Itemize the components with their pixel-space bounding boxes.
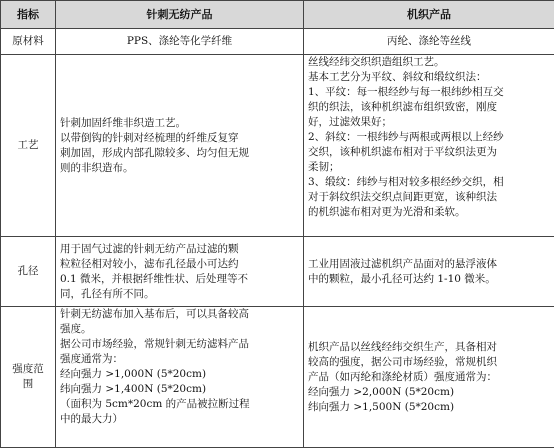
- needle-raw-material: [56, 29, 304, 55]
- text-line: 中的颗粒，最小孔径可达约 1-10 微米。: [308, 272, 550, 287]
- text-line: 纬向强力 >1,500N (5*20cm): [308, 400, 550, 415]
- needle-process: [56, 55, 304, 237]
- row-label-pore-size: 孔径: [1, 237, 56, 307]
- text-line: 刺加固，形成内部孔隙较多、均匀但无规: [60, 146, 299, 161]
- row-process: [1, 55, 554, 237]
- text-line: 的机织滤布相对更为光滑和柔软。: [308, 205, 550, 220]
- text-line: 用于固气过滤的针刺无纺产品过滤的颗: [60, 242, 299, 257]
- text-line: 经向强力 >1,000N (5*20cm): [60, 367, 299, 382]
- text-line: PPS、涤纶等化学纤维: [60, 34, 299, 49]
- row-label-line: 围: [5, 377, 51, 392]
- text-line: 3、缎纹：纬纱与相对较多根经纱交织，相: [308, 175, 550, 190]
- row-raw-material: [1, 29, 554, 55]
- text-line: 工业用固液过滤机织产品面对的悬浮液体: [308, 257, 550, 272]
- text-line: 强度通常为：: [60, 352, 299, 367]
- needle-strength-range: [56, 307, 304, 448]
- text-line: 粒粒径相对较小，滤布孔径最小可达约: [60, 257, 299, 272]
- text-line: 强度。: [60, 322, 299, 337]
- text-line: 对于斜纹织法交织点间距更宽，该种织法: [308, 190, 550, 205]
- row-label-line: 强度范: [5, 362, 51, 377]
- text-line: 同，孔径有所不同。: [60, 287, 299, 302]
- text-line: 1、平纹：每一根经纱与每一根纬纱相互交: [308, 85, 550, 100]
- text-line: 经向强力 >2,000N (5*20cm): [308, 385, 550, 400]
- row-pore-size: [1, 237, 554, 307]
- row-label-process: 工艺: [1, 55, 56, 237]
- text-line: 针刺无纺滤布加入基布后，可以具备较高: [60, 307, 299, 322]
- text-line: 则的非织造布。: [60, 161, 299, 176]
- text-line: 织的织法，该种机织滤布组织致密，刚度: [308, 100, 550, 115]
- woven-process: [304, 55, 554, 237]
- row-strength-range: [1, 307, 554, 448]
- header-row: [1, 1, 554, 29]
- text-line: 交织，该种机织滤布相对于平纹织法更为: [308, 145, 550, 160]
- text-line: 2、斜纹：一根纬纱与两根或两根以上经纱: [308, 130, 550, 145]
- text-line: 产品（如丙纶和涤纶材质）强度通常为：: [308, 370, 550, 385]
- text-line: （面积为 5cm*20cm 的产品被拉断过程: [60, 397, 299, 412]
- text-line: 据公司市场经验，常规针刺无纺滤料产品: [60, 337, 299, 352]
- text-line: 0.1 微米，并根据纤维性状、后处理等不: [60, 272, 299, 287]
- header-woven-product: 机织产品: [304, 1, 554, 29]
- text-line: 好，过滤效果好；: [308, 115, 550, 130]
- woven-raw-material: [304, 29, 554, 55]
- text-line: 纬向强力 >1,400N (5*20cm): [60, 382, 299, 397]
- header-indicator: 指标: [1, 1, 56, 29]
- text-line: 丙纶、涤纶等丝线: [308, 34, 550, 49]
- woven-pore-size: [304, 237, 554, 307]
- needle-pore-size: [56, 237, 304, 307]
- woven-strength-range: [304, 307, 554, 448]
- text-line: 基本工艺分为平纹、斜纹和缎纹织法：: [308, 70, 550, 85]
- text-line: 针刺加固纤维非织造工艺。: [60, 116, 299, 131]
- text-line: 丝线经纬交织织造组织工艺。: [308, 55, 550, 70]
- row-label-raw-material: 原材料: [1, 29, 56, 55]
- text-line: 较高的强度，据公司市场经验，常规机织: [308, 355, 550, 370]
- text-line: 柔韧；: [308, 160, 550, 175]
- text-line: 中的最大力）: [60, 412, 299, 427]
- header-needle-product: 针刺无纺产品: [56, 1, 304, 29]
- text-line: 机织产品以丝线经纬交织生产，具备相对: [308, 340, 550, 355]
- text-line: 以带倒钩的针刺对经梳理的纤维反复穿: [60, 131, 299, 146]
- row-label-strength-range: [1, 307, 56, 448]
